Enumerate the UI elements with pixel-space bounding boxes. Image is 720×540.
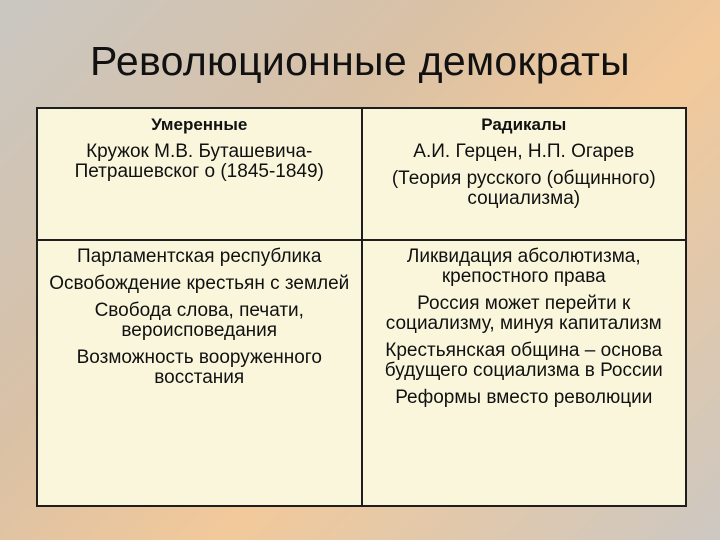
moderate-heading: Умеренные bbox=[151, 115, 248, 134]
list-item: Парламентская республика bbox=[77, 246, 322, 267]
radical-theory: (Теория русского (общинного) социализма) bbox=[391, 168, 656, 209]
list-item: Крестьянская община – основа будущего социализма в России bbox=[384, 340, 663, 381]
list-item: Свобода слова, печати, вероисповедания bbox=[94, 300, 304, 341]
moderate-header-cell bbox=[37, 108, 362, 240]
table-row bbox=[37, 108, 686, 240]
radical-program-cell bbox=[362, 240, 687, 506]
list-item: Россия может перейти к социализму, минуя капитализм bbox=[385, 293, 662, 334]
list-item: Освобождение крестьян с землей bbox=[49, 273, 350, 294]
radical-header-cell bbox=[362, 108, 687, 240]
table-row bbox=[37, 240, 686, 506]
radical-organization: А.И. Герцен, Н.П. Огарев bbox=[413, 141, 635, 162]
list-item: Реформы вместо революции bbox=[395, 387, 653, 408]
slide-title: Революционные демократы bbox=[90, 38, 630, 84]
list-item: Возможность вооруженного восстания bbox=[76, 347, 322, 388]
radical-heading: Радикалы bbox=[481, 115, 567, 134]
comparison-table bbox=[36, 107, 687, 507]
list-item: Ликвидация абсолютизма, крепостного права bbox=[406, 246, 641, 287]
moderate-organization: Кружок М.В. Буташевича-Петрашевског о (1845-1849) bbox=[74, 141, 324, 182]
moderate-program-cell bbox=[37, 240, 362, 506]
